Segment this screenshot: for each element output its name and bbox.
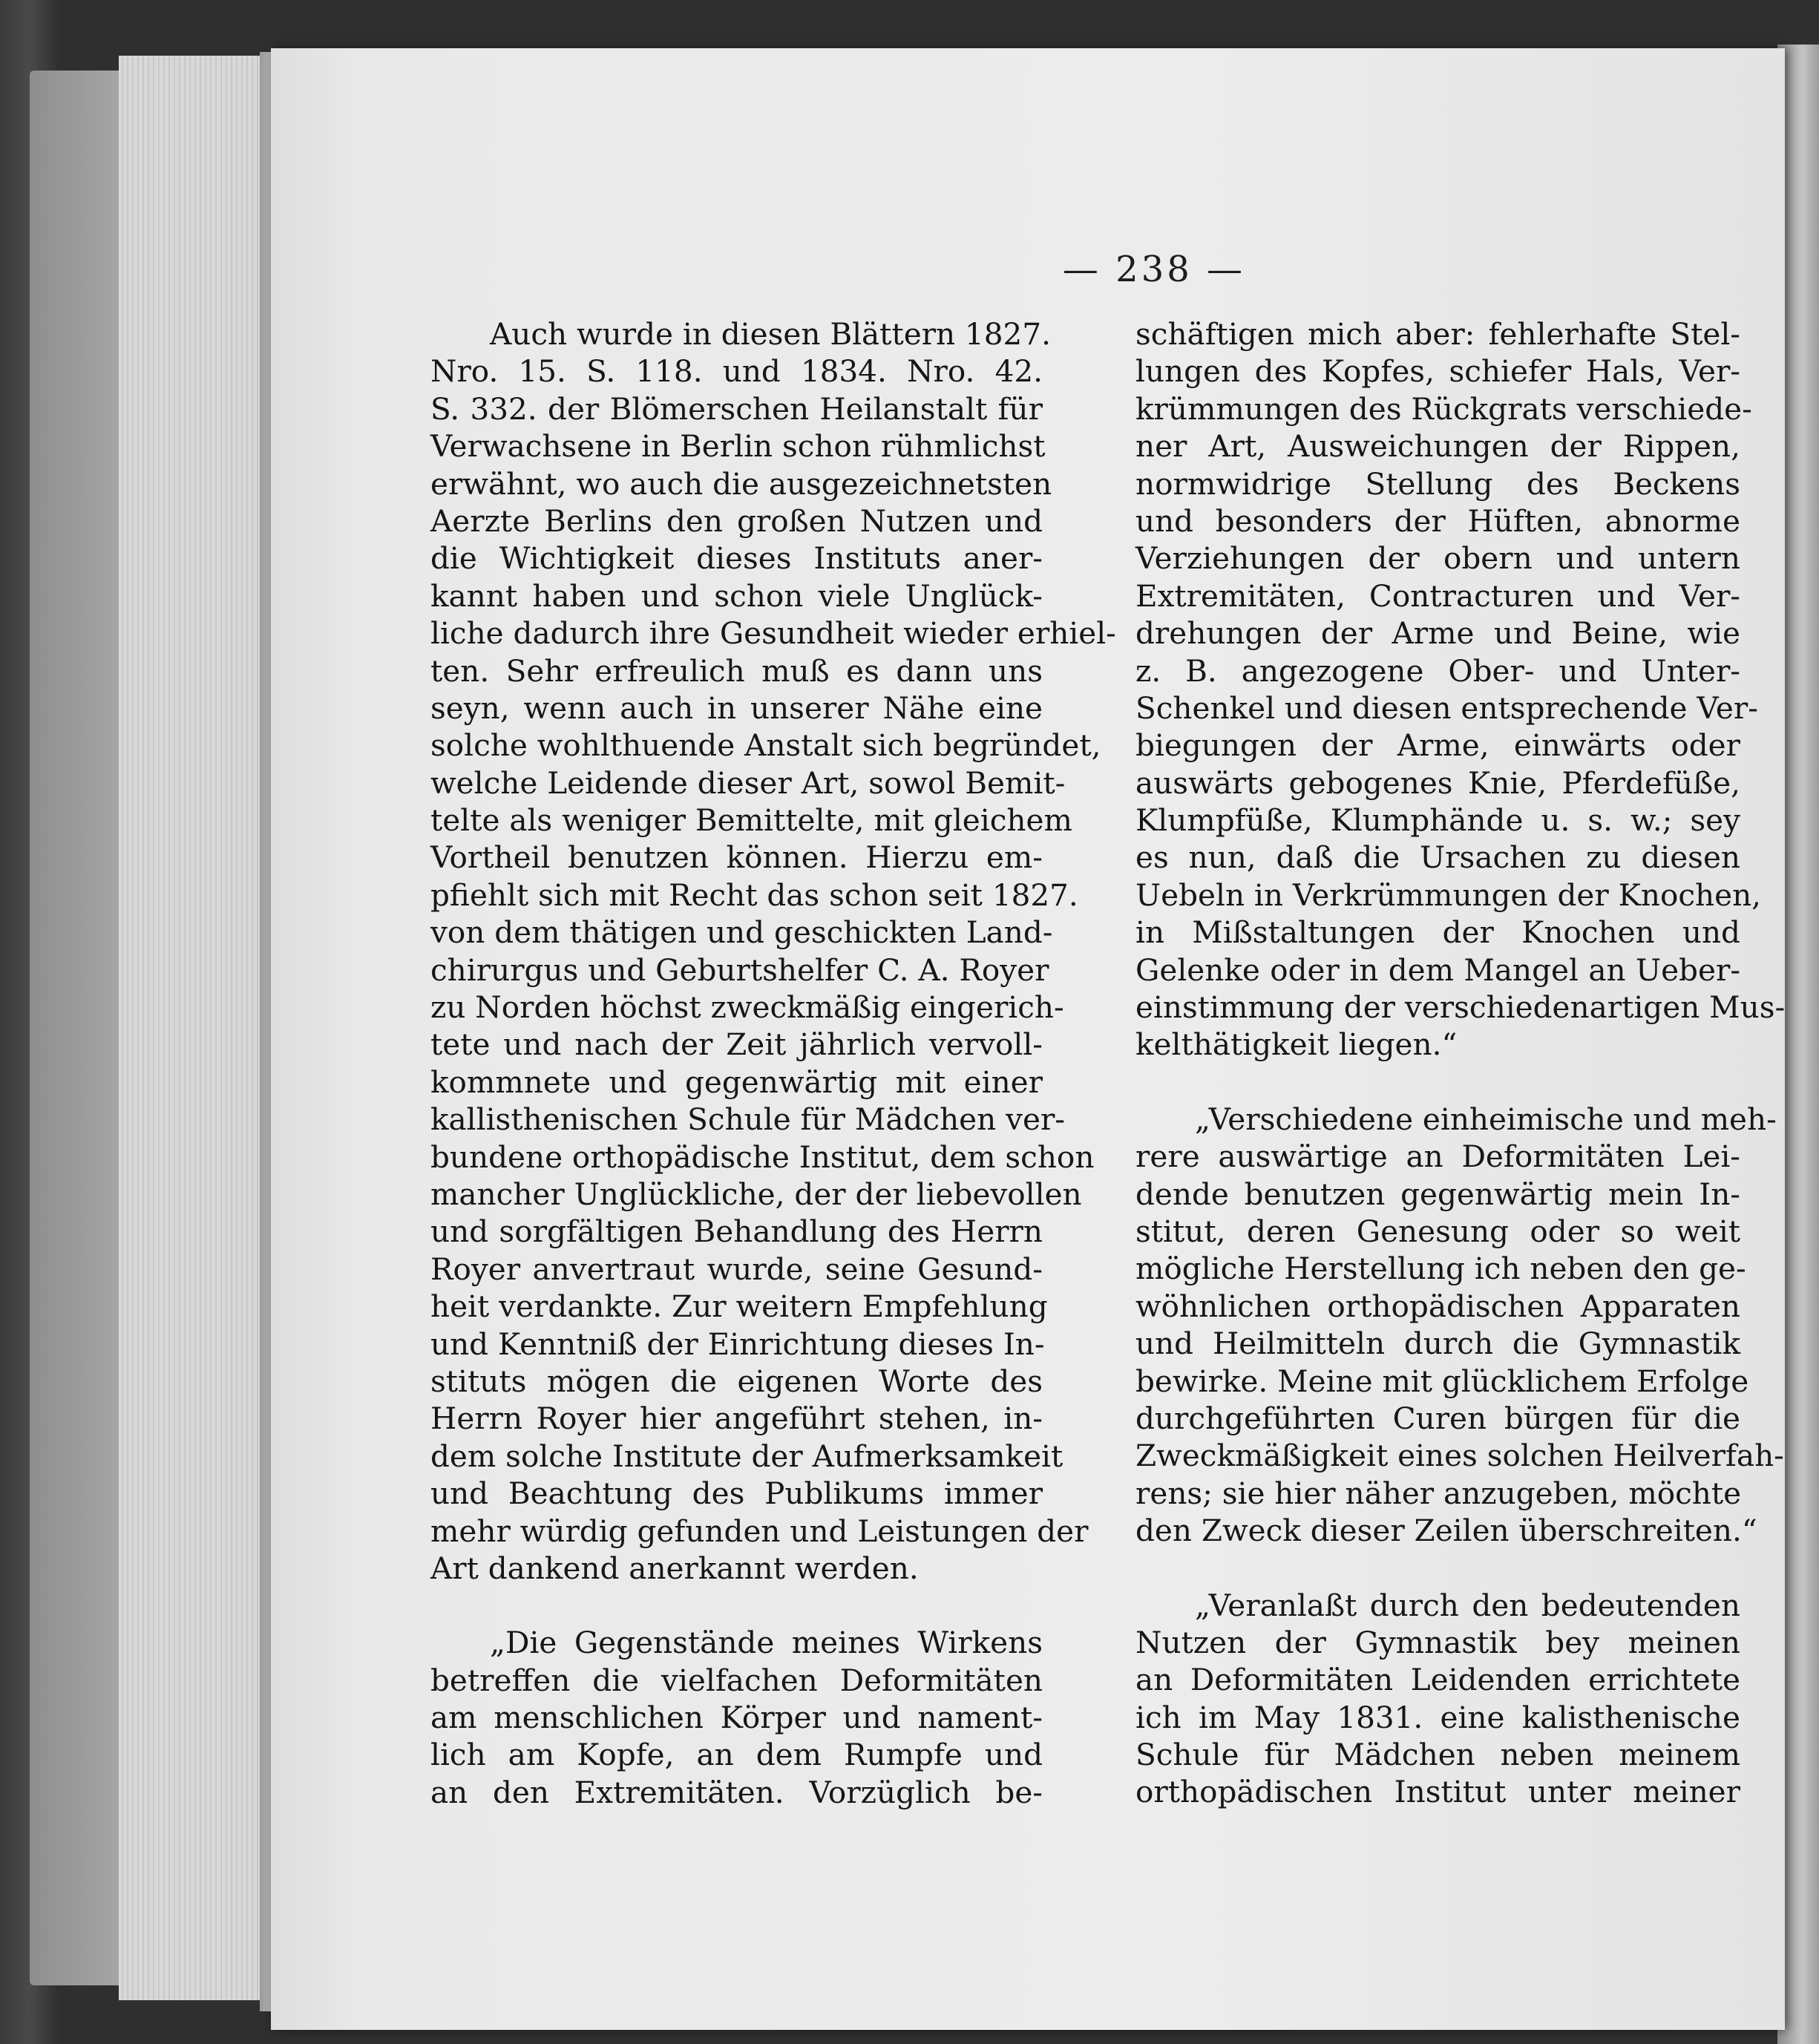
text-line: zu Norden höchst zweckmäßig eingerich- [430,989,1064,1026]
text-line: Nutzen der Gymnastik bey meinen [1135,1624,1740,1660]
text-line: biegungen der Arme, einwärts oder [1135,727,1740,764]
text-line: rens; sie hier näher anzugeben, möchte [1135,1475,1742,1511]
text-line: auswärts gebogenes Knie, Pferdefüße, [1135,764,1740,801]
text-line: kommnete und gegenwärtig mit einer [430,1064,1043,1100]
text-line: welche Leidende dieser Art, sowol Bemit- [430,764,1066,801]
text-line: kelthätigkeit liegen.“ [1135,1026,1458,1063]
text-line: Art dankend anerkannt werden. [430,1550,919,1586]
text-line: seyn, wenn auch in unserer Nähe eine [430,689,1043,726]
text-line: Gelenke oder in dem Mangel an Ueber- [1135,951,1740,988]
text-line: und sorgfältigen Behandlung des Herrn [430,1213,1043,1250]
text-line: Nro. 15. S. 118. und 1834. Nro. 42. [430,353,1043,390]
text-line: S. 332. der Blömerschen Heilanstalt für [430,390,1043,427]
text-line: drehungen der Arme und Beine, wie [1135,615,1740,652]
text-line: chirurgus und Geburtshelfer C. A. Royer [430,951,1049,988]
text-line: und besonders der Hüften, abnorme [1135,502,1740,539]
text-line: dem solche Institute der Aufmerksamkeit [430,1438,1063,1474]
book-page [271,48,1785,2030]
text-line: „Verschiedene einheimische und meh- [1195,1101,1777,1137]
text-line: tete und nach der Zeit jährlich vervoll- [430,1026,1043,1063]
text-line: Schule für Mädchen neben meinem [1135,1737,1740,1773]
text-line: an Deformitäten Leidenden errichtete [1135,1662,1740,1698]
paragraph [1135,1101,1784,1550]
text-line: orthopädischen Institut unter meiner [1135,1774,1740,1810]
paragraph-gap [430,1587,1043,1624]
text-line: durchgeführten Curen bürgen für die [1135,1400,1740,1436]
paragraph [430,1624,1043,1811]
text-line: an den Extremitäten. Vorzüglich be- [430,1774,1043,1810]
text-line: einstimmung der verschiedenartigen Mus- [1135,989,1786,1026]
text-line: Verwachsene in Berlin schon rühmlichst [430,428,1046,465]
paragraph [1135,1587,1740,1811]
text-line: Uebeln in Verkrümmungen der Knochen, [1135,877,1762,913]
paragraph-gap [1135,1064,1740,1101]
text-line: lungen des Kopfes, schiefer Hals, Ver- [1135,353,1740,390]
text-line: erwähnt, wo auch die ausgezeichnetsten [430,465,1052,502]
text-line: am menschlichen Körper und nament- [430,1700,1043,1736]
text-line: ner Art, Ausweichungen der Rippen, [1135,428,1740,465]
text-line: die Wichtigkeit dieses Instituts aner- [430,540,1043,577]
text-line: telte als weniger Bemittelte, mit gleichem [430,802,1072,839]
text-line: bundene orthopädische Institut, dem schon [430,1139,1095,1175]
text-line: krümmungen des Rückgrats verschiede- [1135,390,1752,427]
text-line: mancher Unglückliche, der der liebevollen [430,1176,1082,1212]
text-line: den Zweck dieser Zeilen überschreiten.“ [1135,1513,1757,1549]
text-line: liche dadurch ihre Gesundheit wieder erhiel- [430,615,1116,652]
text-line: stituts mögen die eigenen Worte des [430,1363,1043,1399]
text-line: und Beachtung des Publikums immer [430,1475,1043,1512]
text-line: schäftigen mich aber: fehlerhafte Stel- [1135,316,1740,352]
text-line: bewirke. Meine mit glücklichem Erfolge [1135,1363,1749,1399]
text-line: „Veranlaßt durch den bedeutenden [1195,1587,1740,1623]
text-line: Vortheil benutzen können. Hierzu em- [430,839,1043,876]
text-line: wöhnlichen orthopädischen Apparaten [1135,1288,1740,1324]
text-line: z. B. angezogene Ober- und Unter- [1135,652,1740,689]
text-line: kallisthenischen Schule für Mädchen ver- [430,1101,1065,1138]
text-line: Herrn Royer hier angeführt stehen, in- [430,1401,1043,1437]
text-line: Extremitäten, Contracturen und Ver- [1135,577,1740,614]
text-line: von dem thätigen und geschickten Land- [430,914,1053,951]
page-number: — 238 — [1062,249,1246,290]
text-line: Zweckmäßigkeit eines solchen Heilverfah- [1135,1438,1784,1474]
text-line: heit verdankte. Zur weitern Empfehlung [430,1288,1048,1325]
text-line: dende benutzen gegenwärtig mein In- [1135,1176,1740,1212]
text-line: „Die Gegenstände meines Wirkens [490,1625,1043,1661]
text-line: ich im May 1831. eine kalisthenische [1135,1699,1740,1735]
text-line: normwidrige Stellung des Beckens [1135,465,1740,502]
text-line: es nun, daß die Ursachen zu diesen [1135,839,1740,876]
text-line: mögliche Herstellung ich neben den ge- [1135,1251,1746,1287]
page-edges [119,56,275,2000]
text-line: kannt haben und schon viele Unglück- [430,577,1043,614]
text-line: in Mißstaltungen der Knochen und [1135,914,1740,951]
text-line: betreffen die vielfachen Deformitäten [430,1662,1043,1698]
text-line: Aerzte Berlins den großen Nutzen und [430,502,1043,539]
text-line: Schenkel und diesen entsprechende Ver- [1135,689,1758,726]
text-line: solche wohlthuende Anstalt sich begründet, [430,727,1101,764]
text-line: Auch wurde in diesen Blättern 1827. [490,316,1051,352]
text-line: rere auswärtige an Deformitäten Lei- [1135,1139,1740,1175]
paragraph-gap [1135,1550,1740,1587]
text-line: Verziehungen der obern und untern [1135,540,1740,577]
text-line: ten. Sehr erfreulich muß es dann uns [430,652,1043,689]
text-line: mehr würdig gefunden und Leistungen der [430,1513,1089,1549]
text-line: Royer anvertraut wurde, seine Gesund- [430,1251,1043,1287]
text-line: und Heilmitteln durch die Gymnastik [1135,1326,1740,1362]
text-line: pfiehlt sich mit Recht das schon seit 1827. [430,877,1078,913]
text-line: und Kenntniß der Einrichtung dieses In- [430,1326,1045,1362]
left-text-column [430,315,1116,1811]
text-line: stitut, deren Genesung oder so weit [1135,1213,1740,1249]
right-text-column [1135,315,1786,1811]
paragraph [430,315,1116,1587]
paragraph [1135,315,1786,1064]
text-line: lich am Kopfe, an dem Rumpfe und [430,1737,1043,1773]
text-line: Klumpfüße, Klumphände u. s. w.; sey [1135,802,1740,839]
